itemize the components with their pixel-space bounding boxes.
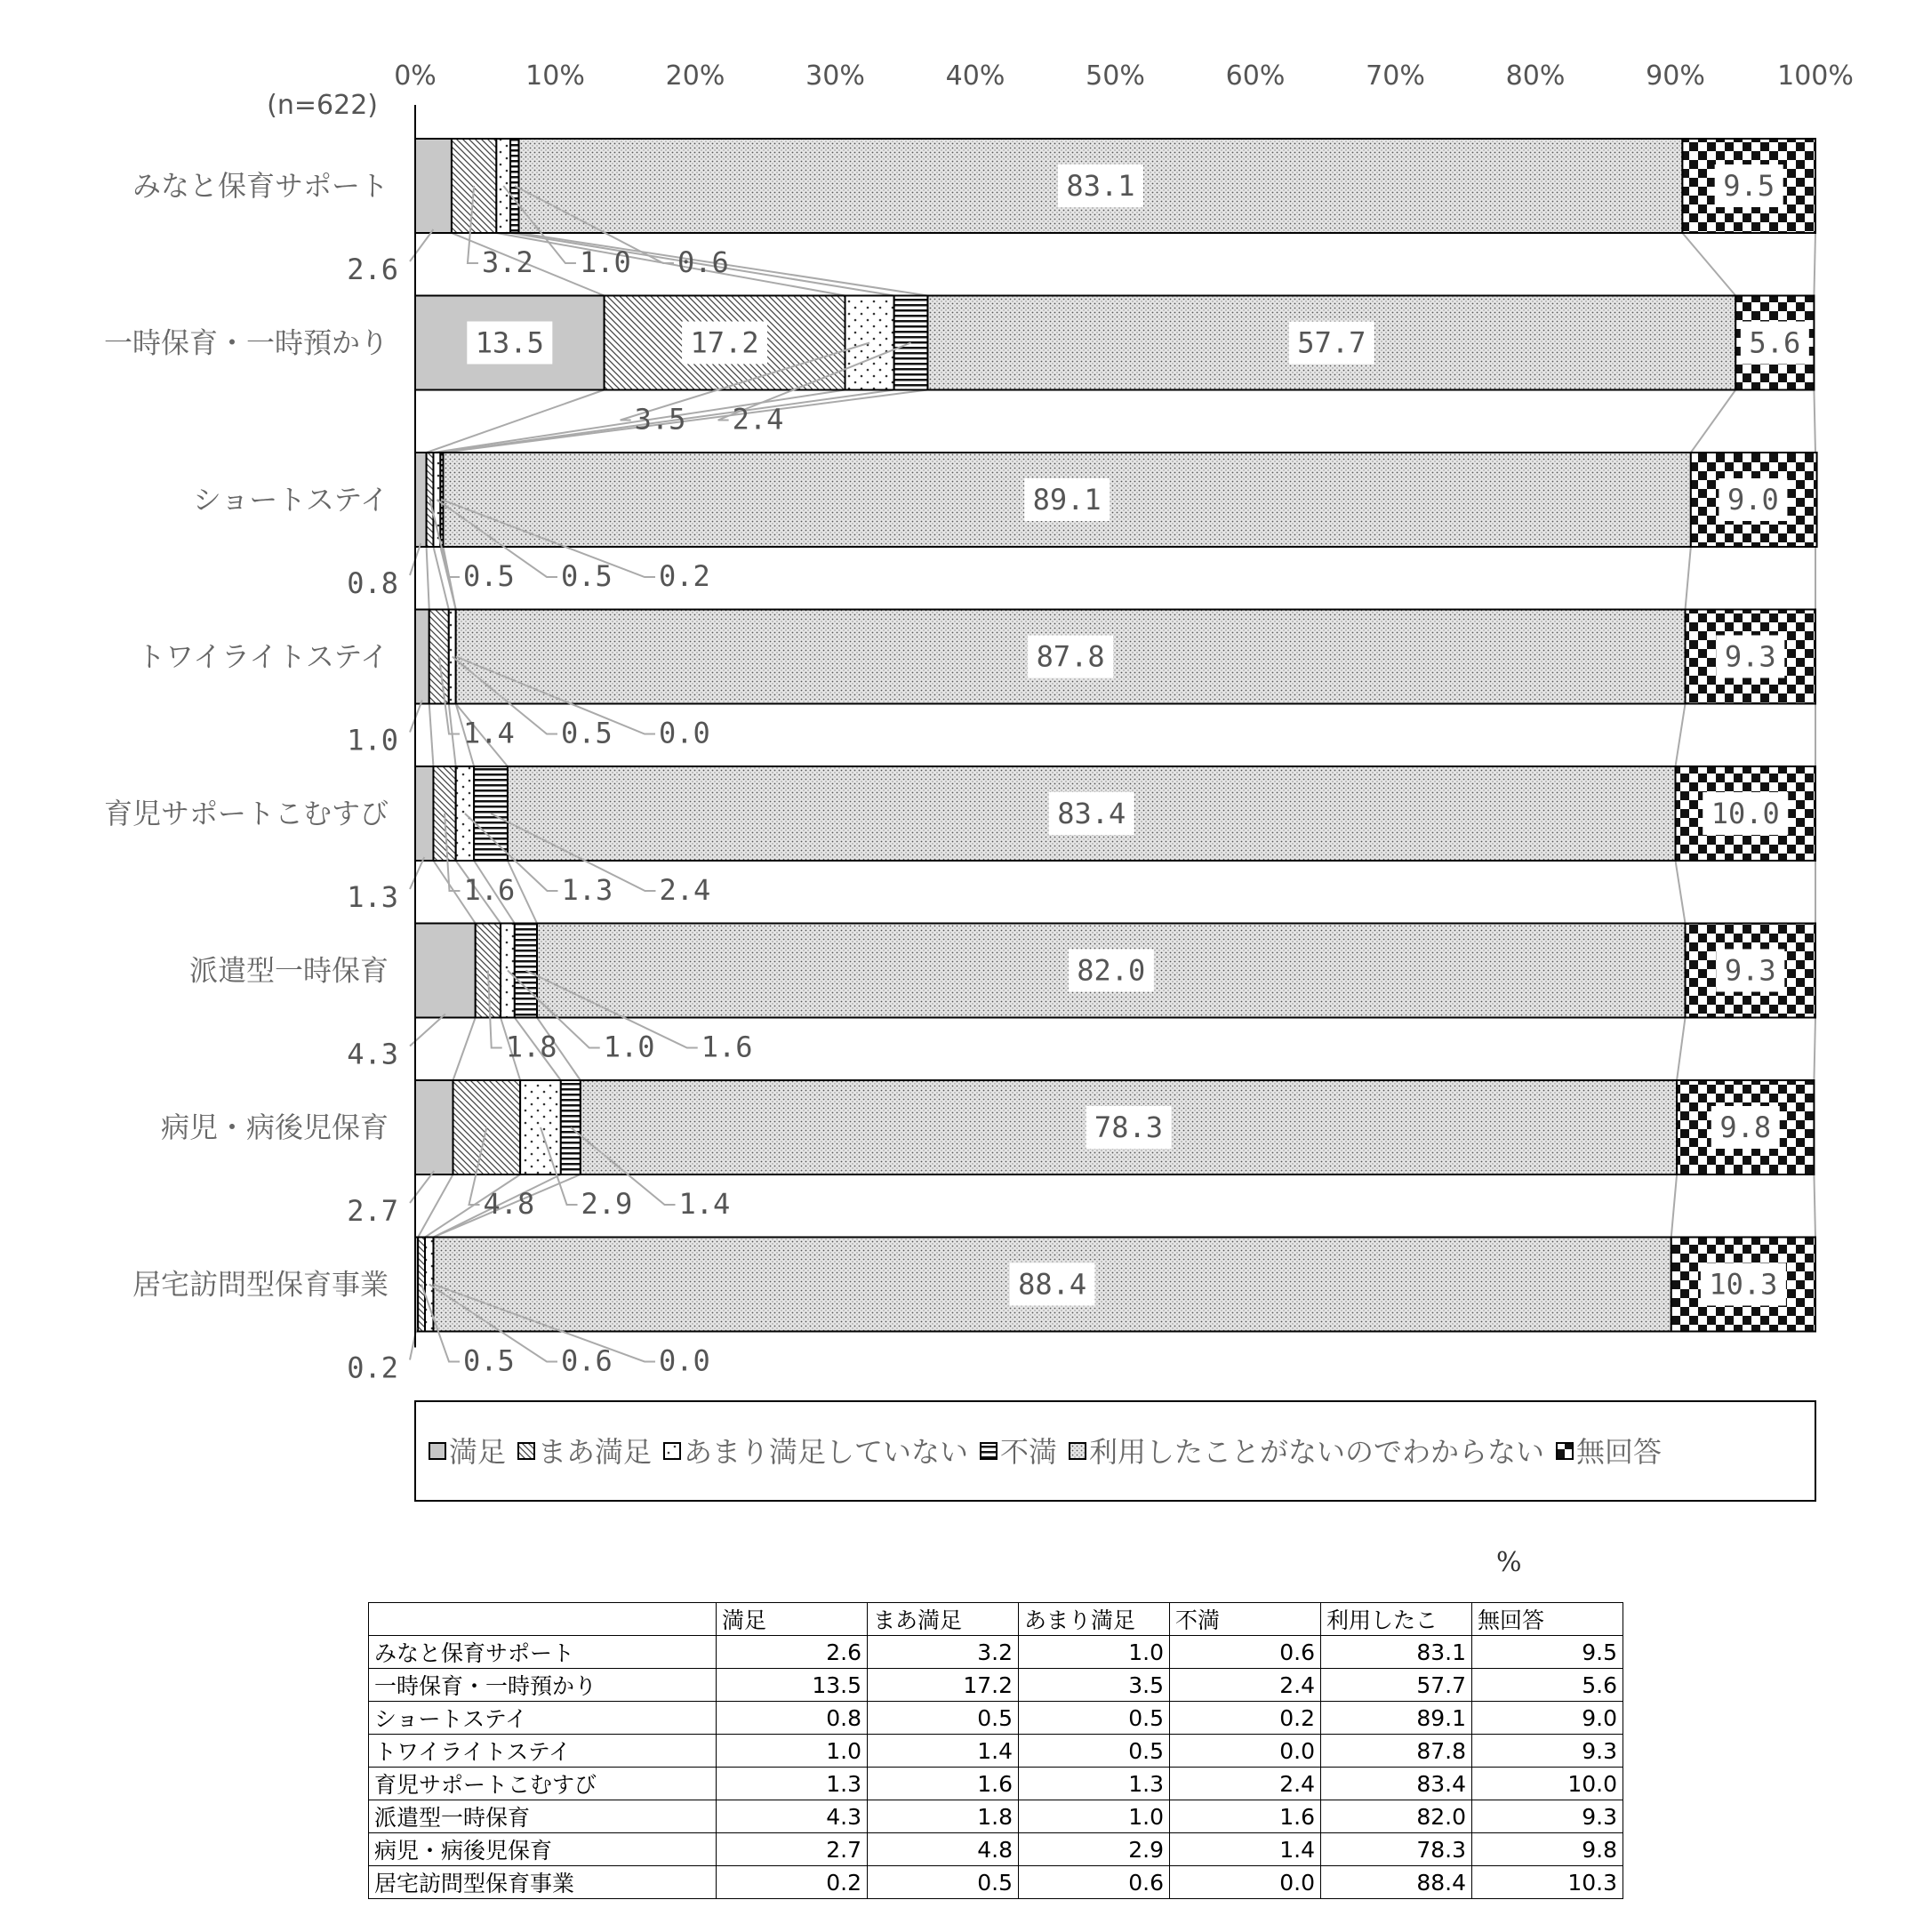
- table-cell: 1.3: [717, 1768, 868, 1800]
- data-label: 17.2: [690, 325, 759, 360]
- table-cell: 89.1: [1321, 1702, 1472, 1735]
- table-header-cell: 無回答: [1472, 1603, 1623, 1636]
- data-label: 13.5: [475, 325, 544, 360]
- table-header-cell: 満足: [717, 1603, 868, 1636]
- legend-label: 無回答: [1576, 1435, 1663, 1469]
- table-cell: 9.3: [1472, 1800, 1623, 1833]
- table-row-label: 居宅訪問型保育事業: [369, 1866, 717, 1899]
- leader-line: [410, 857, 424, 889]
- x-tick-label: 60%: [1225, 60, 1286, 92]
- data-label: 82.0: [1077, 953, 1146, 988]
- x-tick-label: 40%: [945, 60, 1006, 92]
- data-label: 2.7: [347, 1194, 398, 1228]
- legend-swatch: [664, 1443, 680, 1459]
- data-label: 0.5: [561, 716, 613, 750]
- table-cell: 0.0: [1170, 1735, 1321, 1768]
- data-label: 5.6: [1749, 325, 1801, 360]
- table-cell: 3.5: [1019, 1669, 1170, 1702]
- table-cell: 0.5: [868, 1702, 1019, 1735]
- table-cell: 10.3: [1472, 1866, 1623, 1899]
- category-label: ショートステイ: [192, 483, 389, 517]
- table-cell: 0.5: [1019, 1735, 1170, 1768]
- table-header-cell: 利用したこ: [1321, 1603, 1472, 1636]
- data-label: 4.8: [483, 1187, 535, 1221]
- series-connector: [427, 547, 429, 610]
- legend-swatch: [981, 1443, 997, 1459]
- table-row: [369, 1833, 1623, 1866]
- data-label: 89.1: [1032, 483, 1102, 517]
- table-cell: 13.5: [717, 1669, 868, 1702]
- table-cell: 0.8: [717, 1702, 868, 1735]
- data-label: 0.6: [677, 245, 729, 279]
- x-tick-label: 90%: [1646, 60, 1705, 92]
- table-row: [369, 1735, 1623, 1768]
- data-label: 9.0: [1727, 483, 1779, 517]
- table-row-label: みなと保育サポート: [369, 1636, 717, 1669]
- table-row-label: 育児サポートこむすび: [369, 1768, 717, 1800]
- category-label: 病児・病後児保育: [160, 1110, 389, 1144]
- table-row: [369, 1866, 1623, 1899]
- data-label: 1.0: [579, 245, 631, 279]
- data-label: 0.0: [659, 716, 710, 750]
- table-cell: 17.2: [868, 1669, 1019, 1702]
- table-cell: 2.4: [1170, 1669, 1321, 1702]
- table-row: [369, 1800, 1623, 1833]
- sample-size-label: (n=622): [267, 90, 378, 121]
- data-label: 9.5: [1723, 169, 1775, 203]
- table-header-cell: まあ満足: [868, 1603, 1019, 1636]
- table-cell: 2.4: [1170, 1768, 1321, 1800]
- table-row-label: 派遣型一時保育: [369, 1800, 717, 1833]
- table-cell: 10.0: [1472, 1768, 1623, 1800]
- table-cell: 2.6: [717, 1636, 868, 1669]
- legend-label: 利用したことがないのでわからない: [1089, 1435, 1545, 1469]
- leader-line: [410, 1171, 434, 1203]
- series-connector: [444, 547, 456, 610]
- x-tick-label: 50%: [1086, 60, 1145, 92]
- series-connector: [429, 704, 434, 767]
- category-axis: [104, 169, 389, 1302]
- data-label: 1.6: [463, 873, 516, 907]
- data-label: 83.1: [1066, 169, 1135, 203]
- table-cell: 83.4: [1321, 1768, 1472, 1800]
- series-connector: [1676, 704, 1686, 767]
- table-cell: 0.6: [1170, 1636, 1321, 1669]
- bar-segment: [415, 924, 476, 1018]
- table-cell: 1.6: [868, 1768, 1019, 1800]
- table-cell: 2.9: [1019, 1833, 1170, 1866]
- data-label: 1.8: [505, 1030, 557, 1064]
- series-connector: [1814, 390, 1815, 453]
- legend-swatch: [429, 1443, 445, 1459]
- table-row: [369, 1669, 1623, 1702]
- bar-segment: [510, 139, 518, 233]
- data-label: 1.4: [463, 716, 515, 750]
- bar-segment: [415, 139, 452, 233]
- table-cell: 0.2: [1170, 1702, 1321, 1735]
- data-label: 2.6: [347, 253, 398, 286]
- series-connector: [1814, 233, 1815, 296]
- data-label: 78.3: [1094, 1110, 1163, 1144]
- data-label: 1.3: [347, 880, 398, 914]
- table-cell: 82.0: [1321, 1800, 1472, 1833]
- bar-segment: [415, 766, 433, 861]
- table-cell: 1.0: [1019, 1800, 1170, 1833]
- table-row-label: 病児・病後児保育: [369, 1833, 717, 1866]
- legend-swatch: [518, 1443, 534, 1459]
- data-label: 10.3: [1709, 1267, 1778, 1302]
- table-cell: 5.6: [1472, 1669, 1623, 1702]
- series-connector: [453, 1018, 476, 1081]
- series-connector: [1682, 233, 1735, 296]
- data-label: 9.8: [1719, 1110, 1772, 1144]
- data-label: 9.3: [1724, 639, 1776, 674]
- category-label: 派遣型一時保育: [188, 953, 389, 988]
- table-cell: 83.1: [1321, 1636, 1472, 1669]
- bar-segment: [476, 924, 501, 1018]
- x-tick-label: 20%: [665, 60, 725, 92]
- data-label: 1.3: [561, 873, 613, 907]
- table-cell: 4.8: [868, 1833, 1019, 1866]
- table-cell: 1.4: [868, 1735, 1019, 1768]
- x-tick-label: 100%: [1777, 60, 1854, 92]
- table-header-cell: 不満: [1170, 1603, 1321, 1636]
- table-header-cell: [369, 1603, 717, 1636]
- table-unit-label: %: [1496, 1547, 1522, 1578]
- data-label: 3.2: [481, 245, 533, 279]
- bar-segment: [415, 1080, 453, 1174]
- table-cell: 1.0: [1019, 1636, 1170, 1669]
- series-connector: [1671, 1174, 1677, 1238]
- series-connector: [433, 547, 448, 610]
- data-label: 0.8: [347, 566, 398, 600]
- legend-label: まあ満足: [538, 1435, 653, 1469]
- series-connector: [1677, 1018, 1685, 1081]
- table-cell: 88.4: [1321, 1866, 1472, 1899]
- bar-segment: [561, 1080, 581, 1174]
- x-tick-label: 70%: [1366, 60, 1425, 92]
- data-label: 1.0: [603, 1030, 655, 1064]
- x-tick-label: 30%: [805, 60, 865, 92]
- series-connector: [1676, 861, 1686, 924]
- x-tick-label: 10%: [525, 60, 585, 92]
- data-label: 83.4: [1057, 797, 1126, 830]
- table-cell: 78.3: [1321, 1833, 1472, 1866]
- legend-swatch: [1070, 1443, 1086, 1459]
- table-row-label: 一時保育・一時預かり: [369, 1669, 717, 1702]
- data-label: 88.4: [1018, 1267, 1087, 1302]
- table-cell: 0.6: [1019, 1866, 1170, 1899]
- category-label: みなと保育サポート: [132, 169, 389, 203]
- data-label: 0.6: [561, 1343, 613, 1378]
- data-label: 2.4: [659, 873, 711, 907]
- data-label: 4.3: [347, 1037, 398, 1071]
- series-connector: [1686, 547, 1691, 610]
- data-label: 0.2: [347, 1351, 398, 1385]
- data-label: 10.0: [1711, 797, 1780, 830]
- series-connector: [1691, 390, 1735, 453]
- data-label: 87.8: [1036, 639, 1105, 674]
- table-cell: 1.8: [868, 1800, 1019, 1833]
- legend-label: あまり満足していない: [684, 1435, 969, 1469]
- table-header-row: [369, 1603, 1623, 1636]
- table-cell: 1.0: [717, 1735, 868, 1768]
- data-label: 0.2: [659, 559, 710, 593]
- table-cell: 9.0: [1472, 1702, 1623, 1735]
- table-cell: 9.5: [1472, 1636, 1623, 1669]
- data-table: [368, 1602, 1623, 1899]
- bars-group: [415, 139, 1817, 1332]
- data-label: 0.5: [463, 1343, 515, 1378]
- data-label: 2.9: [581, 1187, 633, 1221]
- category-label: 育児サポートこむすび: [103, 797, 389, 830]
- table-cell: 87.8: [1321, 1735, 1472, 1768]
- table-cell: 1.4: [1170, 1833, 1321, 1866]
- bar-segment: [415, 610, 429, 704]
- table-cell: 9.3: [1472, 1735, 1623, 1768]
- table-row: [369, 1768, 1623, 1800]
- bar-segment: [415, 453, 427, 547]
- table-cell: 3.2: [868, 1636, 1019, 1669]
- x-tick-label: 80%: [1505, 60, 1566, 92]
- table-cell: 2.7: [717, 1833, 868, 1866]
- table-row: [369, 1636, 1623, 1669]
- table-cell: 0.5: [1019, 1702, 1170, 1735]
- table-cell: 57.7: [1321, 1669, 1472, 1702]
- table-cell: 0.2: [717, 1866, 868, 1899]
- data-label: 3.5: [634, 402, 686, 437]
- legend-label: 満足: [449, 1435, 507, 1469]
- table-cell: 1.3: [1019, 1768, 1170, 1800]
- table-row-label: トワイライトステイ: [369, 1735, 717, 1768]
- data-label: 1.4: [678, 1187, 731, 1221]
- table-row: [369, 1702, 1623, 1735]
- data-label: 0.5: [463, 559, 515, 593]
- table-cell: 0.5: [868, 1866, 1019, 1899]
- data-label: 0.0: [659, 1343, 710, 1378]
- category-label: トワイライトステイ: [137, 639, 389, 674]
- data-label: 0.5: [561, 559, 613, 593]
- table-cell: 0.0: [1170, 1866, 1321, 1899]
- table-row-label: ショートステイ: [369, 1702, 717, 1735]
- data-label: 57.7: [1297, 325, 1366, 360]
- legend: [415, 1401, 1815, 1501]
- table-header-cell: あまり満足: [1019, 1603, 1170, 1636]
- data-label: 9.3: [1724, 953, 1776, 988]
- series-connector: [1814, 1018, 1815, 1081]
- category-label: 居宅訪問型保育事業: [132, 1267, 389, 1302]
- category-label: 一時保育・一時預かり: [103, 325, 389, 360]
- series-connector: [1814, 1174, 1815, 1238]
- legend-swatch: [1557, 1443, 1573, 1459]
- series-connector: [449, 704, 456, 767]
- legend-label: 不満: [1000, 1435, 1058, 1469]
- table-cell: 4.3: [717, 1800, 868, 1833]
- data-label: 1.0: [347, 723, 398, 758]
- leader-line: [410, 229, 433, 261]
- x-tick-label: 0%: [394, 60, 437, 92]
- data-label: 1.6: [701, 1030, 753, 1064]
- data-label: 2.4: [732, 402, 784, 437]
- table-cell: 9.8: [1472, 1833, 1623, 1866]
- table-cell: 1.6: [1170, 1800, 1321, 1833]
